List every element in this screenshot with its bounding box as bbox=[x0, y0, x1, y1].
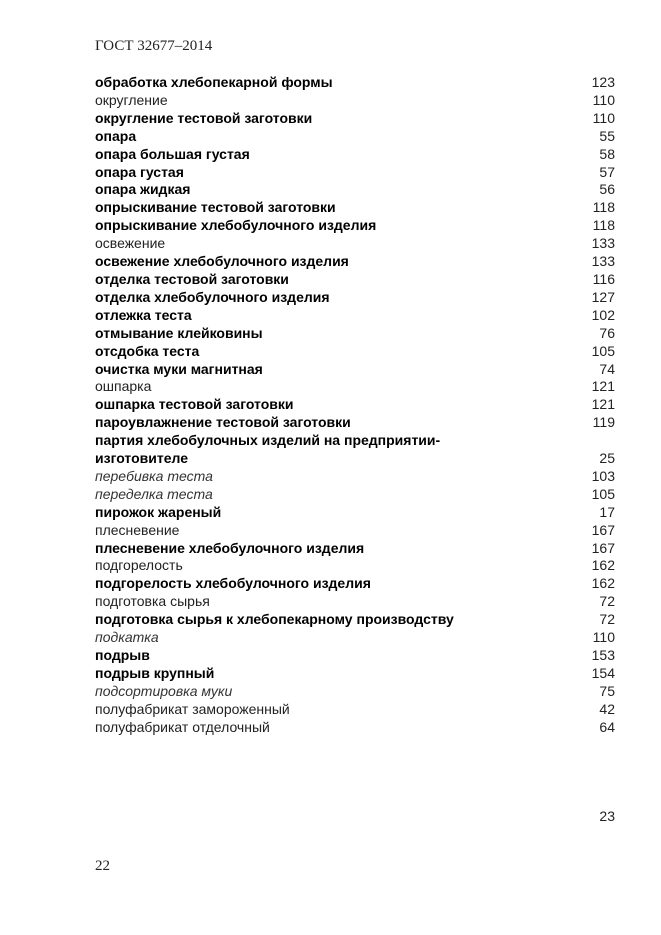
index-term: подготовка сырья bbox=[95, 593, 210, 610]
index-page-number: 123 bbox=[591, 74, 615, 90]
index-entry bbox=[95, 575, 615, 593]
index-term: ошпарка bbox=[95, 378, 152, 395]
index-page-number: 154 bbox=[591, 664, 615, 681]
index-entry bbox=[95, 611, 615, 629]
index-page-number: 118 bbox=[592, 217, 615, 234]
index-entry bbox=[95, 343, 615, 361]
index-page-number: 56 bbox=[599, 181, 615, 198]
index-term: очистка муки магнитная bbox=[95, 360, 263, 377]
index-page-number: 57 bbox=[599, 163, 615, 180]
index-term: перебивка теста bbox=[95, 467, 213, 484]
index-page-number: 127 bbox=[591, 288, 615, 305]
index-page-number: 76 bbox=[599, 324, 615, 341]
index-page-number: 102 bbox=[591, 306, 615, 323]
index-page-number: 75 bbox=[599, 682, 615, 699]
index-entry bbox=[95, 719, 615, 737]
index-term: ошпарка тестовой заготовки bbox=[95, 396, 294, 413]
index-page-number: 105 bbox=[591, 342, 615, 359]
index-term: подгорелость bbox=[95, 557, 183, 574]
index-entry bbox=[95, 665, 615, 683]
index-entry bbox=[95, 414, 615, 432]
index-term: округление bbox=[95, 91, 168, 108]
alphabetical-index bbox=[95, 74, 615, 737]
index-term: опрыскивание тестовой заготовки bbox=[95, 199, 336, 216]
index-term: опара bbox=[95, 127, 137, 144]
index-term: пирожок жареный bbox=[95, 503, 222, 520]
index-entry bbox=[95, 593, 615, 611]
index-term: подсортировка муки bbox=[95, 682, 233, 699]
index-page-number: 167 bbox=[591, 521, 615, 538]
index-entry bbox=[95, 92, 615, 110]
index-term: обработка хлебопекарной формы bbox=[95, 74, 333, 90]
index-entry bbox=[95, 110, 615, 128]
index-page-number: 17 bbox=[599, 503, 615, 520]
index-entry bbox=[95, 181, 615, 199]
index-page-number: 133 bbox=[591, 253, 615, 270]
index-page-number: 72 bbox=[599, 593, 615, 610]
document-header: ГОСТ 32677–2014 bbox=[95, 38, 213, 54]
index-term: опара густая bbox=[95, 163, 184, 180]
index-term: отсдобка теста bbox=[95, 342, 200, 359]
index-page-number: 162 bbox=[591, 575, 615, 592]
index-page-number: 103 bbox=[591, 467, 615, 484]
index-page-number: 118 bbox=[592, 199, 615, 216]
index-entry bbox=[95, 74, 615, 92]
index-term: полуфабрикат отделочный bbox=[95, 718, 270, 735]
index-entry bbox=[95, 540, 615, 558]
index-term: пароувлажнение тестовой заготовки bbox=[95, 414, 351, 431]
index-term: подготовка сырья к хлебопекарному производству bbox=[95, 611, 454, 628]
index-term: опара жидкая bbox=[95, 181, 191, 198]
index-page-number: 42 bbox=[599, 700, 615, 717]
index-term: отделка тестовой заготовки bbox=[95, 270, 289, 287]
index-entry bbox=[95, 289, 615, 307]
index-entry bbox=[95, 146, 615, 164]
index-entry bbox=[95, 217, 615, 235]
index-entry bbox=[95, 396, 615, 414]
index-entry bbox=[95, 378, 615, 396]
index-page-number: 121 bbox=[591, 378, 615, 395]
inner-page-number: 23 bbox=[599, 808, 615, 824]
index-term: освежение bbox=[95, 235, 166, 252]
index-page-number: 133 bbox=[591, 235, 615, 252]
index-term: опара большая густая bbox=[95, 145, 250, 162]
index-term: подгорелость хлебобулочного изделия bbox=[95, 575, 371, 592]
index-term: полуфабрикат замороженный bbox=[95, 700, 290, 717]
index-entry bbox=[95, 683, 615, 701]
index-page-number: 116 bbox=[592, 270, 615, 287]
index-entry bbox=[95, 307, 615, 325]
index-term: отлежка теста bbox=[95, 306, 192, 323]
index-entry bbox=[95, 361, 615, 379]
index-page-number: 110 bbox=[592, 629, 615, 646]
index-entry bbox=[95, 468, 615, 486]
index-term: округление тестовой заготовки bbox=[95, 109, 313, 126]
index-page-number: 110 bbox=[592, 91, 615, 108]
index-entry bbox=[95, 253, 615, 271]
index-entry bbox=[95, 199, 615, 217]
index-entry bbox=[95, 647, 615, 665]
index-page-number: 162 bbox=[591, 557, 615, 574]
index-page-number: 55 bbox=[599, 127, 615, 144]
index-page-number: 72 bbox=[599, 611, 615, 628]
index-term: опрыскивание хлебобулочного изделия bbox=[95, 217, 377, 234]
index-term: подкатка bbox=[95, 629, 159, 646]
index-page-number: 58 bbox=[599, 145, 615, 162]
index-page-number: 105 bbox=[591, 485, 615, 502]
index-entry bbox=[95, 629, 615, 647]
index-term: освежение хлебобулочного изделия bbox=[95, 253, 349, 270]
index-term: отделка хлебобулочного изделия bbox=[95, 288, 330, 305]
index-page-number: 25 bbox=[599, 450, 615, 467]
index-entry bbox=[95, 504, 615, 522]
index-entry bbox=[95, 128, 615, 146]
index-term: отмывание клейковины bbox=[95, 324, 263, 341]
index-entry bbox=[95, 557, 615, 575]
index-term: подрыв bbox=[95, 647, 150, 663]
index-entry bbox=[95, 235, 615, 253]
index-term: плесневение bbox=[95, 521, 180, 538]
index-page-number: 121 bbox=[591, 396, 615, 413]
index-entry bbox=[95, 486, 615, 504]
index-entry bbox=[95, 522, 615, 540]
index-page-number: 167 bbox=[591, 539, 615, 556]
index-term: партия хлебобулочных изделий на предприятии- изготовителе bbox=[95, 432, 441, 467]
index-page-number: 74 bbox=[599, 360, 615, 377]
index-term: плесневение хлебобулочного изделия bbox=[95, 539, 365, 556]
index-term: переделка теста bbox=[95, 485, 213, 502]
index-entry bbox=[95, 164, 615, 182]
index-entry bbox=[95, 271, 615, 289]
index-entry bbox=[95, 432, 615, 468]
index-page-number: 119 bbox=[592, 414, 615, 431]
index-page-number: 64 bbox=[599, 718, 615, 735]
index-entry bbox=[95, 701, 615, 719]
index-entry bbox=[95, 325, 615, 343]
index-term: подрыв крупный bbox=[95, 664, 215, 681]
footer-page-number: 22 bbox=[95, 858, 110, 874]
index-page-number: 153 bbox=[591, 647, 615, 663]
index-page-number: 110 bbox=[592, 109, 615, 126]
